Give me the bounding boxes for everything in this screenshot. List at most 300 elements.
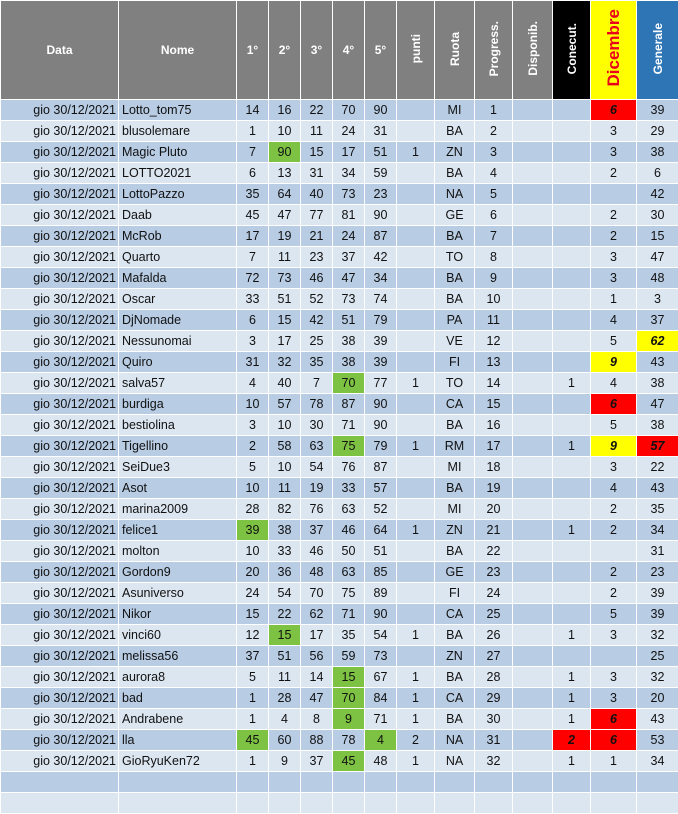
empty-cell — [119, 772, 237, 793]
cell-number-5: 48 — [365, 751, 397, 772]
cell-date: gio 30/12/2021 — [1, 121, 119, 142]
cell-number-3: 54 — [301, 457, 333, 478]
cell-ruota: GE — [435, 562, 475, 583]
empty-cell — [513, 793, 553, 814]
cell-number-4: 75 — [333, 436, 365, 457]
cell-punti: 1 — [397, 520, 435, 541]
cell-conecut — [553, 478, 591, 499]
cell-number-2: 90 — [269, 142, 301, 163]
cell-number-3: 76 — [301, 499, 333, 520]
cell-progress: 9 — [475, 268, 513, 289]
cell-ruota: CA — [435, 394, 475, 415]
cell-dicembre: 2 — [591, 499, 637, 520]
cell-ruota: BA — [435, 163, 475, 184]
cell-number-5: 77 — [365, 373, 397, 394]
cell-conecut — [553, 226, 591, 247]
cell-punti: 2 — [397, 730, 435, 751]
cell-progress: 30 — [475, 709, 513, 730]
cell-name: Quarto — [119, 247, 237, 268]
cell-ruota: BA — [435, 121, 475, 142]
cell-ruota: TO — [435, 247, 475, 268]
cell-conecut — [553, 331, 591, 352]
table-row — [1, 205, 678, 226]
cell-number-1: 3 — [237, 415, 269, 436]
cell-ruota: NA — [435, 730, 475, 751]
cell-conecut: 1 — [553, 751, 591, 772]
cell-disponib — [513, 415, 553, 436]
cell-conecut: 1 — [553, 373, 591, 394]
header-1: 1° — [237, 1, 269, 100]
cell-dicembre: 3 — [591, 247, 637, 268]
empty-cell — [397, 793, 435, 814]
table-row — [1, 457, 678, 478]
cell-progress: 14 — [475, 373, 513, 394]
cell-ruota: BA — [435, 226, 475, 247]
cell-conecut — [553, 310, 591, 331]
cell-name: burdiga — [119, 394, 237, 415]
cell-date: gio 30/12/2021 — [1, 541, 119, 562]
cell-number-3: 19 — [301, 478, 333, 499]
cell-number-4: 50 — [333, 541, 365, 562]
header-generale-label: Generale — [651, 23, 665, 74]
cell-number-3: 15 — [301, 142, 333, 163]
cell-disponib — [513, 184, 553, 205]
cell-number-4: 35 — [333, 625, 365, 646]
cell-name: Gordon9 — [119, 562, 237, 583]
cell-ruota: FI — [435, 352, 475, 373]
cell-conecut — [553, 352, 591, 373]
cell-disponib — [513, 688, 553, 709]
cell-date: gio 30/12/2021 — [1, 331, 119, 352]
empty-cell — [269, 772, 301, 793]
cell-disponib — [513, 667, 553, 688]
cell-disponib — [513, 562, 553, 583]
header-disponib — [513, 1, 553, 100]
cell-conecut — [553, 100, 591, 121]
cell-number-5: 51 — [365, 541, 397, 562]
table-row — [1, 688, 678, 709]
cell-number-4: 46 — [333, 520, 365, 541]
header-progress — [475, 1, 513, 100]
cell-number-3: 52 — [301, 289, 333, 310]
cell-name: lla — [119, 730, 237, 751]
table-row — [1, 730, 678, 751]
cell-conecut — [553, 205, 591, 226]
cell-dicembre: 3 — [591, 625, 637, 646]
cell-conecut — [553, 247, 591, 268]
table-row — [1, 100, 678, 121]
cell-name: Daab — [119, 205, 237, 226]
cell-disponib — [513, 436, 553, 457]
cell-number-4: 38 — [333, 352, 365, 373]
cell-number-3: 56 — [301, 646, 333, 667]
cell-number-5: 67 — [365, 667, 397, 688]
cell-number-3: 11 — [301, 121, 333, 142]
cell-punti — [397, 226, 435, 247]
table-row — [1, 436, 678, 457]
header-2: 2° — [269, 1, 301, 100]
cell-punti — [397, 268, 435, 289]
cell-number-5: 85 — [365, 562, 397, 583]
cell-punti — [397, 310, 435, 331]
table-row — [1, 709, 678, 730]
cell-number-4: 81 — [333, 205, 365, 226]
cell-conecut — [553, 394, 591, 415]
cell-number-5: 90 — [365, 394, 397, 415]
cell-number-1: 31 — [237, 352, 269, 373]
cell-date: gio 30/12/2021 — [1, 373, 119, 394]
cell-number-1: 1 — [237, 709, 269, 730]
cell-conecut — [553, 457, 591, 478]
cell-number-1: 1 — [237, 121, 269, 142]
cell-dicembre: 6 — [591, 730, 637, 751]
cell-number-1: 33 — [237, 289, 269, 310]
cell-number-2: 33 — [269, 541, 301, 562]
cell-number-1: 1 — [237, 688, 269, 709]
cell-generale: 39 — [637, 583, 678, 604]
cell-date: gio 30/12/2021 — [1, 478, 119, 499]
cell-date: gio 30/12/2021 — [1, 583, 119, 604]
cell-conecut — [553, 562, 591, 583]
cell-number-2: 51 — [269, 646, 301, 667]
cell-number-2: 10 — [269, 415, 301, 436]
cell-punti — [397, 604, 435, 625]
cell-name: Nessunomai — [119, 331, 237, 352]
table-row — [1, 667, 678, 688]
cell-generale: 20 — [637, 688, 678, 709]
cell-number-5: 90 — [365, 415, 397, 436]
cell-progress: 1 — [475, 100, 513, 121]
cell-number-3: 7 — [301, 373, 333, 394]
cell-punti — [397, 499, 435, 520]
table-row — [1, 562, 678, 583]
cell-dicembre — [591, 541, 637, 562]
cell-progress: 31 — [475, 730, 513, 751]
cell-punti: 1 — [397, 709, 435, 730]
cell-ruota: BA — [435, 541, 475, 562]
cell-number-5: 71 — [365, 709, 397, 730]
table-row — [1, 226, 678, 247]
cell-number-2: 28 — [269, 688, 301, 709]
cell-number-1: 6 — [237, 163, 269, 184]
cell-ruota: PA — [435, 310, 475, 331]
cell-name: LOTTO2021 — [119, 163, 237, 184]
cell-dicembre: 1 — [591, 289, 637, 310]
cell-number-2: 82 — [269, 499, 301, 520]
cell-punti — [397, 205, 435, 226]
cell-number-3: 31 — [301, 163, 333, 184]
cell-number-2: 15 — [269, 625, 301, 646]
cell-punti — [397, 247, 435, 268]
cell-number-3: 30 — [301, 415, 333, 436]
cell-number-4: 47 — [333, 268, 365, 289]
cell-conecut — [553, 541, 591, 562]
cell-number-1: 12 — [237, 625, 269, 646]
cell-dicembre: 3 — [591, 142, 637, 163]
cell-number-1: 24 — [237, 583, 269, 604]
cell-dicembre: 6 — [591, 100, 637, 121]
cell-number-3: 63 — [301, 436, 333, 457]
table-row — [1, 142, 678, 163]
cell-progress: 7 — [475, 226, 513, 247]
cell-number-3: 14 — [301, 667, 333, 688]
cell-progress: 28 — [475, 667, 513, 688]
cell-dicembre: 4 — [591, 373, 637, 394]
cell-number-1: 15 — [237, 604, 269, 625]
cell-dicembre: 2 — [591, 520, 637, 541]
cell-number-4: 71 — [333, 604, 365, 625]
cell-dicembre: 5 — [591, 331, 637, 352]
cell-name: Magic Pluto — [119, 142, 237, 163]
cell-number-2: 11 — [269, 247, 301, 268]
cell-dicembre: 4 — [591, 310, 637, 331]
table-row — [1, 499, 678, 520]
cell-number-5: 79 — [365, 310, 397, 331]
cell-number-1: 10 — [237, 394, 269, 415]
cell-date: gio 30/12/2021 — [1, 352, 119, 373]
cell-conecut — [553, 142, 591, 163]
cell-ruota: MI — [435, 499, 475, 520]
cell-number-5: 59 — [365, 163, 397, 184]
cell-name: Asuniverso — [119, 583, 237, 604]
empty-row — [1, 793, 678, 814]
header-3: 3° — [301, 1, 333, 100]
cell-punti: 1 — [397, 436, 435, 457]
cell-punti — [397, 541, 435, 562]
cell-number-4: 76 — [333, 457, 365, 478]
cell-disponib — [513, 541, 553, 562]
cell-dicembre: 6 — [591, 709, 637, 730]
header-conecut-label: Conecut. — [565, 23, 579, 74]
cell-generale: 43 — [637, 352, 678, 373]
cell-number-1: 35 — [237, 184, 269, 205]
cell-punti — [397, 121, 435, 142]
cell-date: gio 30/12/2021 — [1, 688, 119, 709]
cell-number-3: 70 — [301, 583, 333, 604]
cell-number-3: 62 — [301, 604, 333, 625]
cell-ruota: NA — [435, 751, 475, 772]
cell-generale: 6 — [637, 163, 678, 184]
cell-generale: 30 — [637, 205, 678, 226]
cell-date: gio 30/12/2021 — [1, 646, 119, 667]
cell-progress: 20 — [475, 499, 513, 520]
empty-cell — [513, 772, 553, 793]
table-row — [1, 478, 678, 499]
cell-number-5: 31 — [365, 121, 397, 142]
cell-generale: 32 — [637, 667, 678, 688]
cell-name: bad — [119, 688, 237, 709]
cell-number-5: 90 — [365, 604, 397, 625]
cell-generale: 47 — [637, 394, 678, 415]
cell-conecut: 1 — [553, 520, 591, 541]
cell-name: Oscar — [119, 289, 237, 310]
cell-dicembre: 2 — [591, 226, 637, 247]
cell-generale: 42 — [637, 184, 678, 205]
empty-cell — [365, 772, 397, 793]
cell-punti — [397, 583, 435, 604]
empty-cell — [435, 793, 475, 814]
cell-ruota: RM — [435, 436, 475, 457]
cell-date: gio 30/12/2021 — [1, 625, 119, 646]
cell-number-4: 71 — [333, 415, 365, 436]
cell-generale: 47 — [637, 247, 678, 268]
cell-punti: 1 — [397, 751, 435, 772]
table-row — [1, 247, 678, 268]
cell-name: salva57 — [119, 373, 237, 394]
cell-number-2: 58 — [269, 436, 301, 457]
cell-number-4: 70 — [333, 100, 365, 121]
cell-progress: 11 — [475, 310, 513, 331]
cell-disponib — [513, 751, 553, 772]
cell-number-2: 32 — [269, 352, 301, 373]
cell-conecut: 1 — [553, 436, 591, 457]
cell-date: gio 30/12/2021 — [1, 415, 119, 436]
cell-number-3: 42 — [301, 310, 333, 331]
cell-number-1: 14 — [237, 100, 269, 121]
table-row — [1, 541, 678, 562]
header-5: 5° — [365, 1, 397, 100]
table-row — [1, 604, 678, 625]
cell-progress: 24 — [475, 583, 513, 604]
cell-dicembre: 2 — [591, 562, 637, 583]
cell-progress: 10 — [475, 289, 513, 310]
cell-progress: 19 — [475, 478, 513, 499]
cell-number-3: 8 — [301, 709, 333, 730]
cell-disponib — [513, 520, 553, 541]
cell-name: SeiDue3 — [119, 457, 237, 478]
cell-number-5: 79 — [365, 436, 397, 457]
table-row — [1, 310, 678, 331]
cell-generale: 32 — [637, 625, 678, 646]
cell-disponib — [513, 499, 553, 520]
cell-number-1: 72 — [237, 268, 269, 289]
cell-number-5: 90 — [365, 100, 397, 121]
cell-number-4: 34 — [333, 163, 365, 184]
cell-number-4: 15 — [333, 667, 365, 688]
cell-number-3: 40 — [301, 184, 333, 205]
empty-cell — [1, 793, 119, 814]
cell-number-1: 4 — [237, 373, 269, 394]
cell-name: vinci60 — [119, 625, 237, 646]
empty-cell — [397, 772, 435, 793]
cell-ruota: BA — [435, 625, 475, 646]
cell-generale: 34 — [637, 520, 678, 541]
cell-date: gio 30/12/2021 — [1, 604, 119, 625]
cell-dicembre: 3 — [591, 688, 637, 709]
cell-dicembre: 6 — [591, 394, 637, 415]
cell-punti — [397, 163, 435, 184]
cell-generale: 62 — [637, 331, 678, 352]
cell-progress: 18 — [475, 457, 513, 478]
cell-generale: 57 — [637, 436, 678, 457]
cell-number-5: 4 — [365, 730, 397, 751]
cell-number-1: 45 — [237, 205, 269, 226]
cell-progress: 27 — [475, 646, 513, 667]
cell-generale: 29 — [637, 121, 678, 142]
cell-number-4: 63 — [333, 499, 365, 520]
cell-number-3: 37 — [301, 751, 333, 772]
header-dicembre-label: Dicembre — [604, 9, 624, 86]
cell-number-2: 10 — [269, 121, 301, 142]
empty-cell — [365, 793, 397, 814]
empty-cell — [301, 772, 333, 793]
table-row — [1, 331, 678, 352]
cell-number-1: 20 — [237, 562, 269, 583]
cell-conecut — [553, 163, 591, 184]
cell-number-5: 57 — [365, 478, 397, 499]
cell-dicembre: 3 — [591, 667, 637, 688]
cell-dicembre: 5 — [591, 604, 637, 625]
cell-name: molton — [119, 541, 237, 562]
cell-date: gio 30/12/2021 — [1, 562, 119, 583]
cell-number-1: 3 — [237, 331, 269, 352]
table-row — [1, 121, 678, 142]
table-row — [1, 751, 678, 772]
cell-disponib — [513, 226, 553, 247]
cell-disponib — [513, 730, 553, 751]
cell-progress: 21 — [475, 520, 513, 541]
cell-punti: 1 — [397, 142, 435, 163]
header-ruota-label: Ruota — [448, 32, 462, 66]
cell-ruota: CA — [435, 604, 475, 625]
cell-number-3: 46 — [301, 268, 333, 289]
cell-progress: 3 — [475, 142, 513, 163]
header-ruota — [435, 1, 475, 100]
cell-dicembre: 9 — [591, 352, 637, 373]
empty-cell — [269, 793, 301, 814]
cell-conecut — [553, 184, 591, 205]
header-disponib-label: Disponib. — [526, 21, 540, 76]
header-data: Data — [1, 1, 119, 100]
cell-punti: 1 — [397, 373, 435, 394]
header-conecut — [553, 1, 591, 100]
cell-disponib — [513, 478, 553, 499]
cell-number-1: 5 — [237, 667, 269, 688]
cell-number-1: 37 — [237, 646, 269, 667]
cell-punti — [397, 394, 435, 415]
table-row — [1, 394, 678, 415]
cell-name: Tigellino — [119, 436, 237, 457]
cell-disponib — [513, 625, 553, 646]
cell-number-2: 36 — [269, 562, 301, 583]
cell-number-5: 23 — [365, 184, 397, 205]
cell-date: gio 30/12/2021 — [1, 730, 119, 751]
cell-number-1: 6 — [237, 310, 269, 331]
cell-disponib — [513, 457, 553, 478]
empty-cell — [237, 793, 269, 814]
cell-punti — [397, 100, 435, 121]
cell-number-4: 63 — [333, 562, 365, 583]
table-row — [1, 163, 678, 184]
cell-number-2: 11 — [269, 667, 301, 688]
empty-cell — [475, 793, 513, 814]
cell-number-2: 40 — [269, 373, 301, 394]
cell-date: gio 30/12/2021 — [1, 205, 119, 226]
cell-punti — [397, 478, 435, 499]
cell-number-4: 70 — [333, 688, 365, 709]
cell-date: gio 30/12/2021 — [1, 268, 119, 289]
cell-progress: 26 — [475, 625, 513, 646]
cell-number-4: 59 — [333, 646, 365, 667]
empty-cell — [119, 793, 237, 814]
cell-date: gio 30/12/2021 — [1, 667, 119, 688]
cell-punti: 1 — [397, 667, 435, 688]
cell-name: DjNomade — [119, 310, 237, 331]
cell-number-4: 24 — [333, 121, 365, 142]
cell-progress: 22 — [475, 541, 513, 562]
table-row — [1, 520, 678, 541]
empty-cell — [591, 772, 637, 793]
